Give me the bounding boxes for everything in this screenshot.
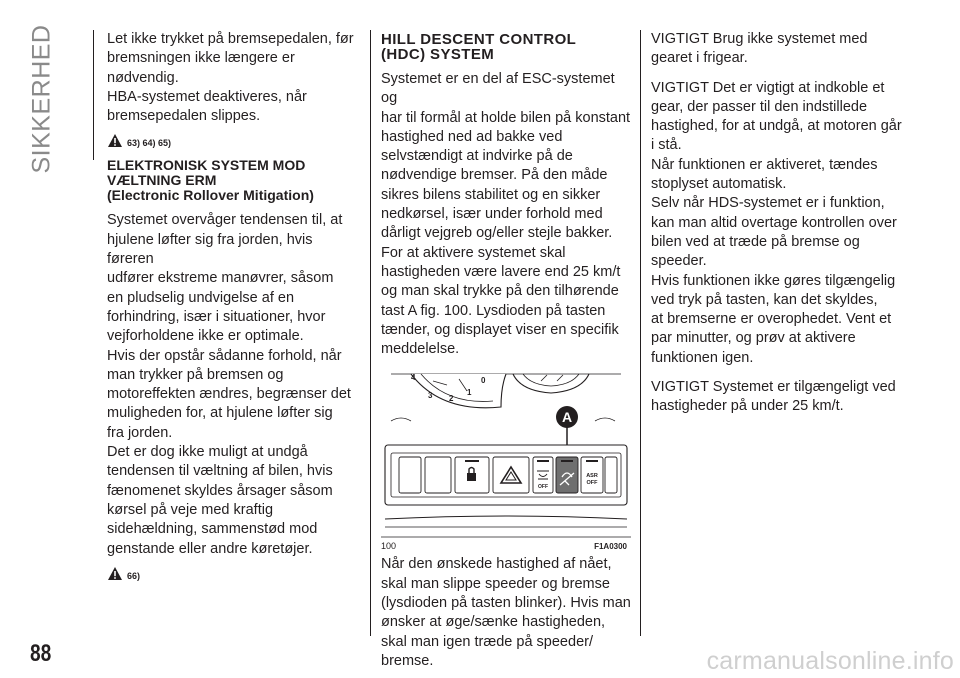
text-line: Når funktionen er aktiveret, tændes bbox=[651, 156, 878, 173]
hdc-intro-paragraph bbox=[381, 70, 631, 244]
text-line: har til formål at holde bilen på konstant bbox=[381, 109, 631, 126]
text-line: skal man igen træde på speeder/ bbox=[381, 633, 593, 650]
warning-refs: 66) bbox=[127, 570, 141, 581]
text-line: For at aktivere systemet skal bbox=[381, 244, 566, 261]
dial-number: 2 bbox=[449, 394, 454, 404]
text-line: stoplyset automatisk. bbox=[651, 176, 787, 193]
text-line: VIGTIGT Det er vigtigt at indkoble et bbox=[651, 79, 885, 96]
text-line: hastigheden være lavere end 25 km/t bbox=[381, 263, 621, 280]
text-line: udfører ekstreme manøvrer, såsom bbox=[107, 270, 334, 287]
text-line: selvstændigt at indvirke på de bbox=[381, 148, 573, 165]
column-divider-1 bbox=[370, 30, 371, 636]
esc-off-label: OFF bbox=[538, 484, 548, 491]
callout-a: A bbox=[561, 409, 573, 426]
text-line: gear, der passer til den indstillede bbox=[651, 98, 868, 115]
text-line: og man skal trykke på den tilhørende bbox=[381, 283, 619, 300]
text-line: Hvis der opstår sådanne forhold, når bbox=[107, 347, 342, 364]
hdc-activation-paragraph bbox=[381, 244, 631, 360]
hba-deactivate-paragraph bbox=[107, 88, 359, 127]
overheat-paragraph bbox=[651, 272, 909, 368]
text-line: fænomenet skyldes årsager såsom bbox=[107, 482, 333, 499]
text-line: speeder. bbox=[651, 253, 707, 270]
text-line: tast A fig. 100. Lysdioden på tasten bbox=[381, 302, 606, 319]
stoplight-paragraph bbox=[651, 156, 909, 195]
dial-number: 3 bbox=[428, 391, 433, 401]
column-divider-2 bbox=[640, 30, 641, 636]
text-line: (HDC) SYSTEM bbox=[381, 46, 495, 63]
text-line: skal man slippe speeder og bremse bbox=[381, 575, 610, 592]
text-line: bremsepedalen slippes. bbox=[107, 108, 261, 125]
footer-logo: carmanualsonline.info bbox=[706, 647, 954, 675]
text-line: fra jorden. bbox=[107, 424, 173, 441]
warning-reference-1 bbox=[107, 132, 359, 148]
text-line: (Electronic Rollover Mitigation) bbox=[107, 187, 314, 204]
text-line: Det er dog ikke muligt at undgå bbox=[107, 444, 308, 461]
text-line: motoreffekten ændres, begrænser det bbox=[107, 386, 351, 403]
figure-100 bbox=[381, 369, 631, 552]
text-line: VÆLTNING ERM bbox=[107, 172, 217, 189]
erm-limit-paragraph bbox=[107, 443, 359, 559]
text-line: Når den ønskede hastighed af nået, bbox=[381, 556, 612, 573]
warning-reference-2 bbox=[107, 565, 359, 581]
text-line: ELEKTRONISK SYSTEM MOD bbox=[107, 157, 306, 174]
text-line: meddelelse. bbox=[381, 341, 460, 358]
text-line: gearet i frigear. bbox=[651, 50, 748, 67]
column-1 bbox=[107, 30, 359, 591]
text-line: ved tryk på tasten, kan det skyldes, bbox=[651, 291, 878, 308]
text-line: en pludselig undvigelse af en bbox=[107, 289, 295, 306]
warning-refs: 63) 64) 65) bbox=[127, 138, 172, 149]
text-line: Hvis funktionen ikke gøres tilgængelig bbox=[651, 272, 896, 289]
text-line: funktionen igen. bbox=[651, 349, 754, 366]
figure-code: F1A0300 bbox=[594, 542, 627, 552]
text-line: man trykker på bremsen og bbox=[107, 366, 284, 383]
text-line: muligheden for, at hjulene løfter sig bbox=[107, 405, 333, 422]
asr-off-label: OFF bbox=[586, 480, 598, 487]
column-2 bbox=[381, 30, 631, 671]
text-line: hastighed, for at undgå, at motoren går bbox=[651, 118, 902, 135]
section-title: SIKKERHED bbox=[27, 24, 56, 174]
text-line: hastighed ned ad bakke ved bbox=[381, 128, 563, 145]
text-line: bilen ved at træde på bremse og bbox=[651, 233, 860, 250]
text-line: Selv når HDS-systemet er i funktion, bbox=[651, 195, 885, 212]
important-gear-paragraph bbox=[651, 79, 909, 156]
text-line: ønsker at øge/sænke hastigheden, bbox=[381, 614, 606, 631]
text-line: hjulene løfter sig fra jorden, hvis føreren bbox=[107, 231, 313, 268]
erm-heading bbox=[107, 158, 359, 203]
text-line: nødvendige bremser. På den måde bbox=[381, 167, 608, 184]
warning-triangle-icon bbox=[107, 566, 123, 581]
text-line: genstande eller andre køretøjer. bbox=[107, 540, 313, 557]
text-line: sidehældning, sammenstød mod bbox=[107, 521, 318, 538]
text-line: vejforholdene ikke er optimale. bbox=[107, 328, 304, 345]
dial-number: 0 bbox=[481, 376, 486, 386]
warning-triangle-icon bbox=[107, 133, 123, 148]
text-line: nedkørsel, især under forhold med bbox=[381, 206, 603, 223]
text-line: hastigheder på under 25 km/t. bbox=[651, 398, 844, 415]
hba-brake-paragraph bbox=[107, 30, 359, 88]
text-line: Let ikke trykket på bremsepedalen, før bbox=[107, 31, 354, 47]
page-number: 88 bbox=[30, 640, 52, 667]
text-line: tendensen til væltning af bilen, hvis bbox=[107, 463, 333, 480]
text-line: i stå. bbox=[651, 137, 682, 154]
dial-number: 1 bbox=[467, 388, 472, 398]
text-line: nødvendig. bbox=[107, 69, 179, 86]
erm-intro-paragraph bbox=[107, 211, 359, 346]
text-line: dårligt vejgreb og/eller stejle bakker. bbox=[381, 225, 613, 242]
important-speed-paragraph bbox=[651, 378, 909, 417]
text-line: (lysdioden på tasten blinker). Hvis man bbox=[381, 595, 631, 612]
text-line: forhindring, især i situationer, hvor bbox=[107, 308, 326, 325]
text-line: bremsningen ikke længere er bbox=[107, 50, 295, 67]
text-line: at bremserne er overophedet. Vent et bbox=[651, 311, 892, 328]
hdc-speed-paragraph bbox=[381, 555, 631, 671]
text-line: HBA-systemet deaktiveres, når bbox=[107, 88, 307, 105]
figure-number: 100 bbox=[381, 541, 397, 552]
asr-label: ASR bbox=[586, 473, 598, 480]
text-line: VIGTIGT Systemet er tilgængeligt ved bbox=[651, 379, 896, 396]
text-line: VIGTIGT Brug ikke systemet med bbox=[651, 31, 868, 47]
text-line: sikres bilens stabilitet og en sikker bbox=[381, 186, 601, 203]
important-neutral-paragraph bbox=[651, 30, 909, 69]
erm-condition-paragraph bbox=[107, 347, 359, 443]
side-divider bbox=[93, 30, 94, 160]
text-line: tænder, og displayet viser en specifik bbox=[381, 321, 619, 338]
text-line: kørsel på veje med kraftig bbox=[107, 501, 274, 518]
dial-number: 4 bbox=[411, 373, 416, 383]
column-3 bbox=[651, 30, 909, 417]
text-line: Systemet er en del af ESC-systemet og bbox=[381, 71, 615, 107]
side-section-label bbox=[22, 24, 62, 174]
text-line: bremse. bbox=[381, 652, 434, 669]
override-paragraph bbox=[651, 194, 909, 271]
hdc-heading bbox=[381, 32, 631, 62]
text-line: kan man altid overtage kontrollen over bbox=[651, 214, 897, 231]
text-line: HILL DESCENT CONTROL bbox=[381, 31, 577, 48]
dashboard-buttons-illustration bbox=[381, 369, 631, 552]
text-line: Systemet overvåger tendensen til, at bbox=[107, 212, 343, 229]
text-line: par minutter, og prøv at aktivere bbox=[651, 330, 856, 347]
